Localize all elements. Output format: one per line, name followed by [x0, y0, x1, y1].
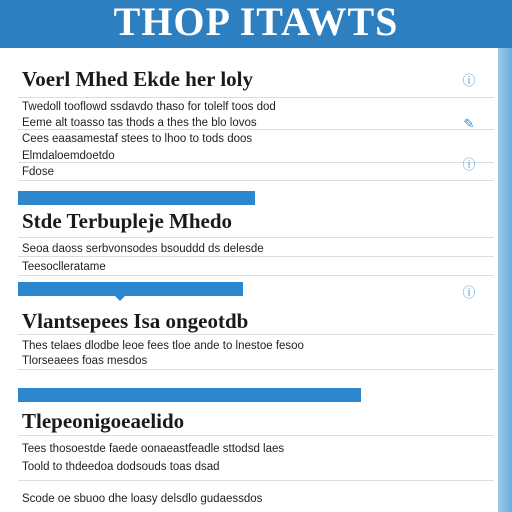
list-item: Cees eaasamestaf stees to lhoo to tods doos	[22, 133, 253, 145]
info-icon[interactable]: ⓘ	[462, 285, 476, 300]
list-item: Tlorseaees foas mesdos	[22, 355, 148, 367]
list-item: Eeme alt toasso tas thods a thes the blo lovos	[22, 117, 257, 129]
list-item: Elmdaloemdoetdo	[22, 150, 115, 162]
divider	[18, 256, 494, 257]
list-item: Seoa daoss serbvonsodes bsouddd ds delesde	[22, 243, 264, 255]
section-bar	[18, 388, 361, 402]
list-item: Scode oe sbuoo dhe loasy delsdlo gudaessdos	[22, 493, 263, 505]
right-rail	[498, 48, 512, 512]
list-item: Tees thosoestde faede oonaeastfeadle sttodsd laes	[22, 443, 285, 455]
section-bar	[18, 282, 243, 296]
section-heading: Tlepeonigoeaelido	[22, 409, 185, 433]
list-item: Twedoll tooflowd ssdavdo thaso for tolelf toos dod	[22, 101, 276, 113]
divider	[18, 275, 494, 276]
divider	[18, 435, 494, 436]
section-heading: Vlantsepees Isa ongeotdb	[22, 309, 249, 333]
section-bar	[18, 191, 255, 205]
divider	[18, 369, 494, 370]
page-title: THOP ITAWTS	[113, 0, 399, 44]
edit-icon[interactable]: ✎	[463, 116, 475, 131]
divider	[18, 334, 494, 335]
section-heading: Voerl Mhed Ekde her loly	[22, 67, 254, 91]
list-item: Thes telaes dlodbe leoe fees tloe ande to lnestoe fesoo	[22, 340, 304, 352]
divider	[18, 480, 494, 481]
info-icon[interactable]: ⓘ	[462, 73, 476, 88]
list-item: Fdose	[22, 166, 54, 178]
divider	[18, 162, 494, 163]
content-panel	[18, 60, 494, 512]
info-icon[interactable]: ⓘ	[462, 157, 476, 172]
list-item: Toold to thdeedoa dodsouds toas dsad	[22, 461, 220, 473]
divider	[18, 237, 494, 238]
divider	[18, 129, 494, 130]
notch	[115, 296, 125, 301]
list-item: Teesoclleratame	[22, 261, 106, 273]
divider	[18, 180, 494, 181]
section-heading: Stde Terbupleje Mhedo	[22, 209, 233, 233]
header-banner	[0, 0, 512, 48]
divider	[18, 97, 494, 98]
